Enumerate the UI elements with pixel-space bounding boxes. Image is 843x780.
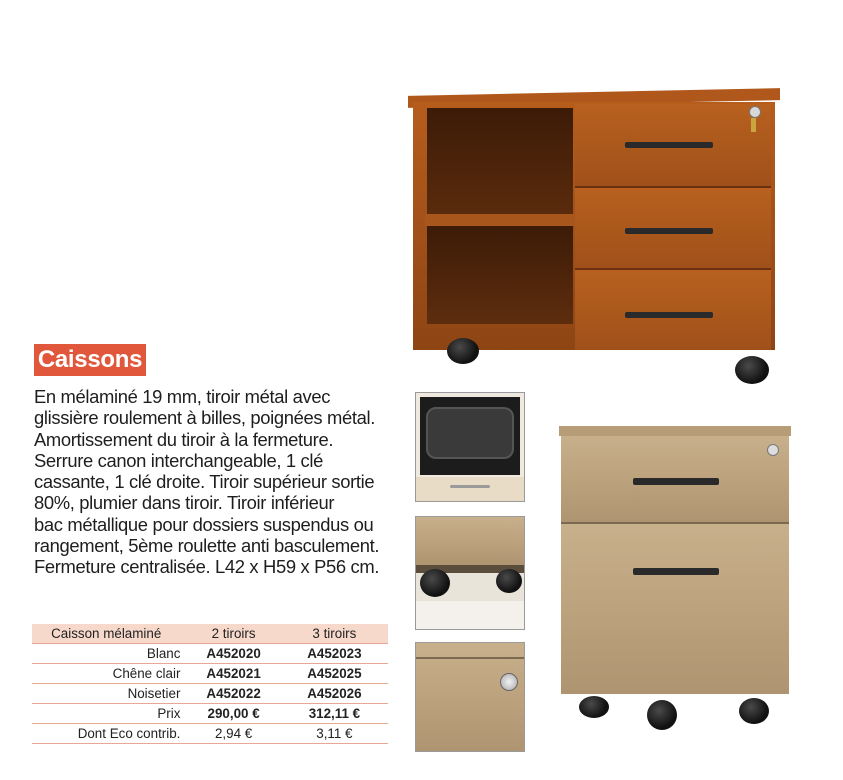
description-line: bac métallique pour dossiers suspendus ou	[34, 513, 374, 535]
table-header-cell: 3 tiroirs	[281, 624, 388, 644]
open-shelf-lower	[427, 226, 573, 324]
pen-tray	[426, 407, 514, 459]
caster-wheel-icon	[447, 338, 479, 364]
table-row	[32, 724, 388, 744]
caster-wheel-icon	[739, 698, 769, 724]
table-cell: Chêne clair	[32, 664, 186, 684]
lock-detail-image	[415, 642, 525, 752]
table-cell: A452022	[186, 684, 280, 704]
table-header-row	[32, 624, 388, 644]
table-cell: A452025	[281, 664, 388, 684]
description-line: En mélaminé 19 mm, tiroir métal avec	[34, 386, 331, 407]
table-cell: A452026	[281, 684, 388, 704]
lock-icon	[767, 444, 779, 456]
cabinet-base	[416, 517, 524, 565]
description-line: glissière roulement à billes, poignées métal.	[34, 407, 376, 429]
drawer-handle	[633, 478, 719, 485]
pen-tray-detail-image	[415, 392, 525, 502]
description-line: rangement, 5ème roulette anti basculement.	[34, 535, 380, 557]
description-line: 80%, plumier dans tiroir. Tiroir inférieur	[34, 492, 335, 514]
lock-icon	[749, 106, 761, 118]
reference-table	[32, 624, 388, 744]
caster-wheel-icon	[496, 569, 522, 593]
table-cell: Blanc	[32, 644, 186, 664]
lock-panel	[416, 643, 524, 751]
key-icon	[751, 118, 756, 132]
pedestal-top	[559, 426, 791, 436]
lock-icon	[500, 673, 518, 691]
table-row	[32, 704, 388, 724]
description-line: cassante, 1 clé droite. Tiroir supérieur sortie	[34, 471, 375, 493]
description-line: Serrure canon interchangeable, 1 clé	[34, 449, 323, 471]
caster-wheel-icon	[647, 700, 677, 730]
table-cell: A452023	[281, 644, 388, 664]
table-header-cell: Caisson mélaminé	[32, 624, 186, 644]
drawer-handle	[633, 568, 719, 575]
table-row	[32, 644, 388, 664]
table-cell: A452020	[186, 644, 280, 664]
light-oak-pedestal-image	[555, 424, 795, 736]
table-cell: A452021	[186, 664, 280, 684]
pedestal-drawer-2	[561, 524, 789, 694]
product-title-badge	[34, 344, 146, 376]
drawer-front-light	[416, 477, 524, 501]
table-cell: 3,11 €	[281, 724, 388, 744]
table-cell: Prix	[32, 704, 186, 724]
description-line: Fermeture centralisée. L42 x H59 x P56 cm.	[34, 556, 380, 578]
drawer-handle	[625, 228, 713, 234]
table-cell: Noisetier	[32, 684, 186, 704]
open-shelf-upper	[427, 108, 573, 214]
caster-wheels-detail-image	[415, 516, 525, 630]
caster-wheel-icon	[420, 569, 450, 597]
table-row	[32, 684, 388, 704]
caster-wheel-icon	[579, 696, 609, 718]
drawer-handle	[625, 312, 713, 318]
product-description	[34, 386, 404, 578]
drawer-handle	[625, 142, 713, 148]
table-header-cell: 2 tiroirs	[186, 624, 280, 644]
table-cell: 312,11 €	[281, 704, 388, 724]
description-line: Amortissement du tiroir à la fermeture.	[34, 428, 334, 450]
panel-line	[416, 657, 524, 659]
shelf-board	[425, 214, 575, 226]
floor	[416, 601, 524, 629]
caster-wheel-icon	[735, 356, 769, 384]
table-cell: 2,94 €	[186, 724, 280, 744]
drawer-handle	[450, 485, 490, 488]
product-title: Caissons	[37, 346, 143, 373]
table-cell: Dont Eco contrib.	[32, 724, 186, 744]
table-cell: 290,00 €	[186, 704, 280, 724]
table-row	[32, 664, 388, 684]
drawer-3	[575, 270, 771, 350]
walnut-cabinet-image	[405, 82, 790, 387]
